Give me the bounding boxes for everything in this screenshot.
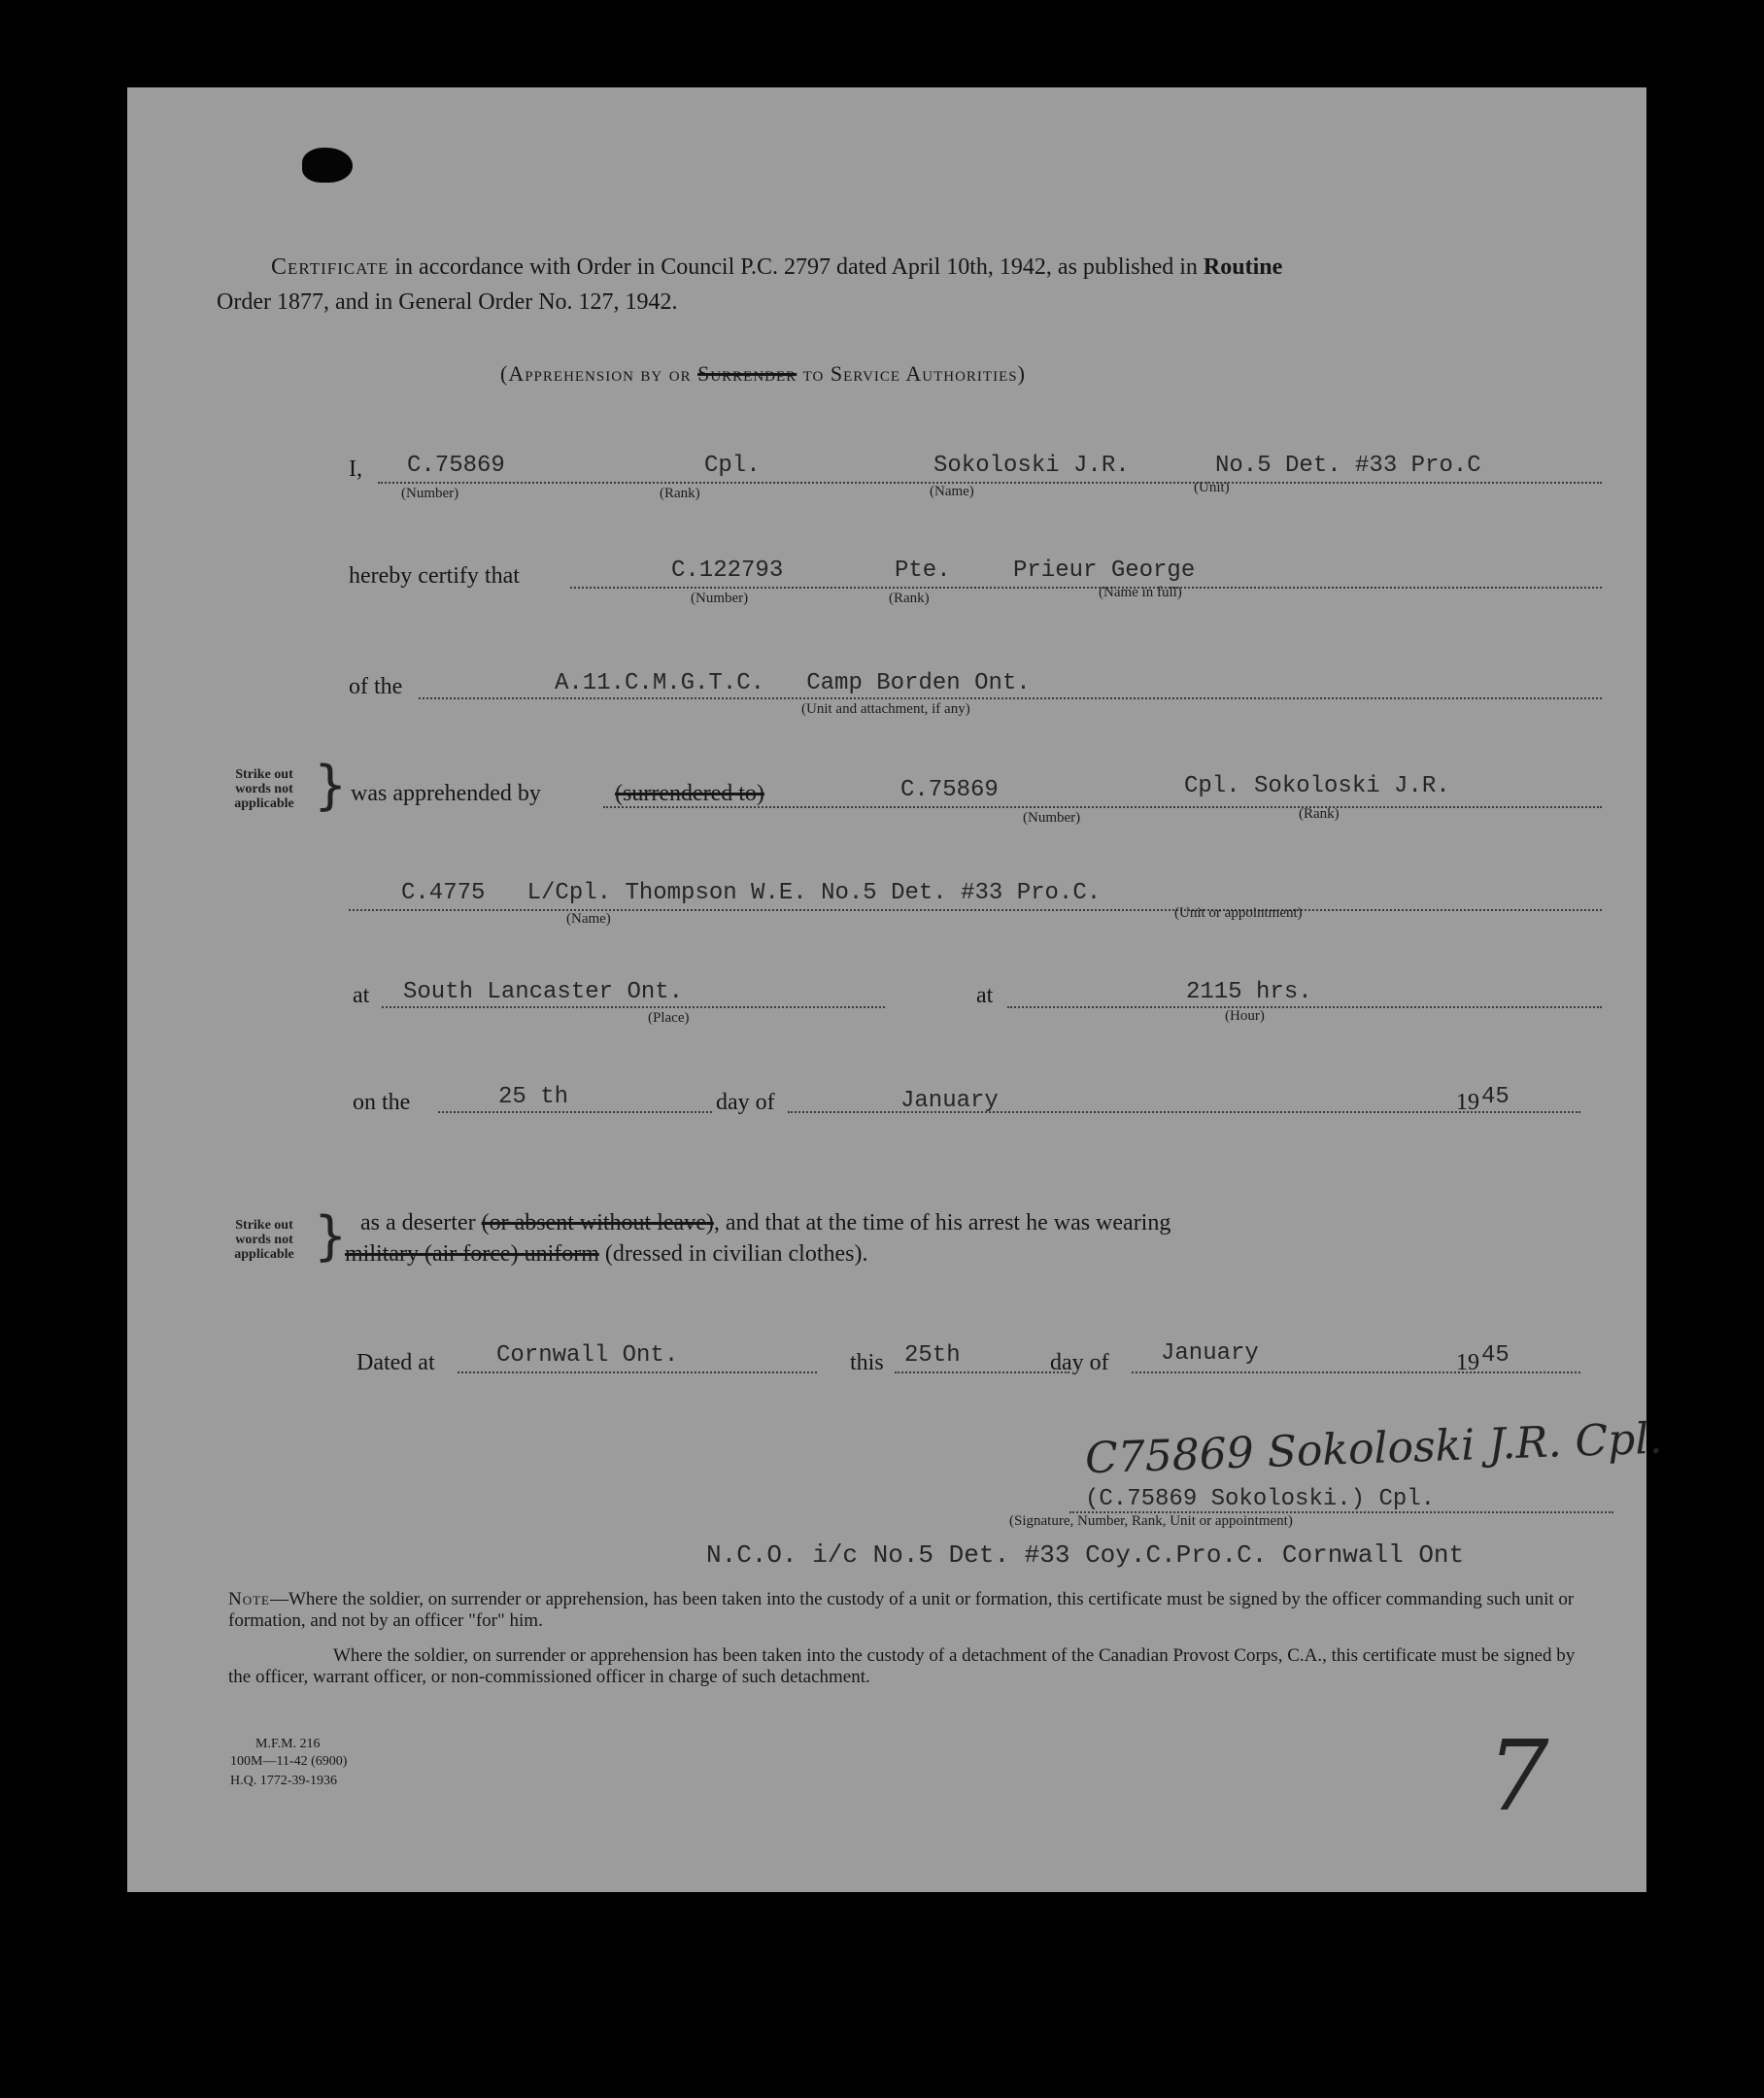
header-line-2: Order 1877, and in General Order No. 127, 1942. bbox=[217, 289, 678, 315]
row-certify-name: Prieur George bbox=[1013, 558, 1196, 584]
row-i-label-rank: (Rank) bbox=[660, 486, 700, 501]
row-deserter-line-1 bbox=[360, 1210, 1170, 1236]
row-at-hour: 2115 hrs. bbox=[1186, 979, 1312, 1005]
row-appr-struck: (surrendered to) bbox=[615, 781, 764, 806]
row-i-unit: No.5 Det. #33 Pro.C bbox=[1215, 453, 1481, 479]
routine-word: Routine bbox=[1203, 254, 1283, 280]
row-on-line-1 bbox=[438, 1111, 712, 1113]
row-name-value: C.4775 L/Cpl. Thompson W.E. No.5 Det. #33 Pro.C. bbox=[401, 880, 1102, 906]
row-i-prefix: I, bbox=[349, 457, 362, 482]
row-on-year: 45 bbox=[1481, 1084, 1510, 1110]
row-i-label-name: (Name) bbox=[930, 484, 974, 499]
row-at-label-place: (Place) bbox=[648, 1010, 690, 1026]
row-appr-prefix: was apprehended by bbox=[351, 781, 541, 806]
row-certify-label-number: (Number) bbox=[691, 591, 749, 606]
row-dated-year-pre: 19 bbox=[1456, 1350, 1479, 1375]
row-certify-line bbox=[570, 587, 1602, 589]
row-certify-label-name: (Name in full) bbox=[1099, 585, 1182, 600]
row-certify-number: C.122793 bbox=[671, 558, 784, 584]
row-deserter-struck-1: (or absent without leave) bbox=[481, 1210, 714, 1235]
row-appr-label-number: (Number) bbox=[1023, 810, 1081, 826]
row-i-rank: Cpl. bbox=[704, 453, 761, 479]
row-name-label-unit: (Unit or appointment) bbox=[1174, 905, 1303, 921]
row-dated-day-of: day of bbox=[1050, 1350, 1109, 1375]
row-of-prefix: of the bbox=[349, 674, 403, 699]
row-dated-line-1 bbox=[458, 1371, 817, 1373]
row-at-label-hour: (Hour) bbox=[1225, 1008, 1265, 1024]
strike-note-2: Strike out words not applicable bbox=[234, 1218, 294, 1262]
row-dated-place: Cornwall Ont. bbox=[496, 1342, 679, 1369]
subtitle-open: (Apprehension by or bbox=[500, 361, 698, 386]
signature-typed: (C.75869 Sokoloski.) Cpl. bbox=[1085, 1486, 1436, 1512]
row-dated-line-3 bbox=[1132, 1371, 1580, 1373]
row-deserter-end: (dressed in civilian clothes). bbox=[598, 1241, 868, 1267]
row-appr-number: C.75869 bbox=[900, 777, 999, 803]
row-certify-prefix: hereby certify that bbox=[349, 563, 520, 589]
row-i-line bbox=[378, 482, 1602, 484]
footer-line-2: 100M—11-42 (6900) bbox=[230, 1754, 348, 1769]
row-i-label-number: (Number) bbox=[401, 486, 459, 501]
row-name-label-name: (Name) bbox=[566, 911, 611, 927]
header-line-1-text: in accordance with Order in Council P.C. 2797 dated April 10th, 1942, as published in bbox=[389, 254, 1204, 280]
page-mark: 7 bbox=[1487, 1719, 1549, 1833]
row-of-line bbox=[419, 697, 1602, 699]
footer-line-1: M.F.M. 216 bbox=[255, 1737, 321, 1751]
signature-label: (Signature, Number, Rank, Unit or appointment) bbox=[1009, 1513, 1293, 1529]
row-i-name: Sokoloski J.R. bbox=[933, 453, 1130, 479]
row-certify-rank: Pte. bbox=[895, 558, 951, 584]
note-para-2: Where the soldier, on surrender or apprehension has been taken into the custody of a detachment of the Canadian Provost Corps, C.A., this certificate must be signed by the officer, warrant officer, or non-commissioned officer in charge of such detachment. bbox=[228, 1645, 1576, 1687]
row-on-prefix: on the bbox=[353, 1090, 411, 1115]
row-i-label-unit: (Unit) bbox=[1194, 480, 1230, 495]
signature-appointment: N.C.O. i/c No.5 Det. #33 Coy.C.Pro.C. Cornwall Ont bbox=[706, 1540, 1465, 1570]
row-i-number: C.75869 bbox=[407, 453, 505, 479]
row-deserter-line-2 bbox=[345, 1241, 867, 1268]
brace-1: } bbox=[314, 755, 348, 816]
row-at-line-1 bbox=[382, 1006, 885, 1008]
subtitle bbox=[500, 361, 1026, 387]
subtitle-close: to Service Authorities) bbox=[797, 361, 1026, 386]
row-of-label: (Unit and attachment, if any) bbox=[801, 701, 970, 717]
row-dated-day: 25th bbox=[904, 1342, 961, 1369]
ink-blot bbox=[302, 148, 353, 183]
row-deserter-rest: , and that at the time of his arrest he was wearing bbox=[713, 1210, 1171, 1235]
certificate-word: Certificate bbox=[271, 254, 390, 280]
row-at-at2: at bbox=[976, 983, 994, 1008]
brace-2: } bbox=[314, 1205, 348, 1267]
note-para-1 bbox=[228, 1589, 1584, 1632]
certificate-sheet bbox=[127, 87, 1664, 1892]
row-dated-year: 45 bbox=[1481, 1342, 1510, 1369]
row-appr-label-rank: (Rank) bbox=[1299, 806, 1340, 822]
row-at-place: South Lancaster Ont. bbox=[403, 979, 684, 1005]
row-dated-line-2 bbox=[895, 1371, 1069, 1373]
row-on-day-of: day of bbox=[716, 1090, 775, 1115]
strike-note-1: Strike out words not applicable bbox=[234, 767, 294, 811]
row-dated-month: January bbox=[1161, 1340, 1259, 1367]
header-line-1 bbox=[271, 254, 1282, 281]
row-deserter-struck-2: military (air force) uniform bbox=[345, 1241, 599, 1267]
subtitle-struck: Surrender bbox=[697, 361, 797, 386]
row-of-unit: A.11.C.M.G.T.C. Camp Borden Ont. bbox=[555, 670, 1031, 696]
row-at-prefix: at bbox=[353, 983, 370, 1008]
row-dated-this: this bbox=[850, 1350, 884, 1375]
note-para-1-text: —Where the soldier, on surrender or apprehension, has been taken into the custody of a unit or formation, this certificate must be signed by the officer commanding such unit or formation, and not by an officer "for" him. bbox=[228, 1589, 1575, 1631]
row-dated-prefix: Dated at bbox=[356, 1350, 435, 1375]
row-on-year-pre: 19 bbox=[1456, 1090, 1479, 1115]
row-on-day: 25 th bbox=[498, 1084, 569, 1110]
row-name-line bbox=[349, 909, 1602, 911]
row-deserter-as-a: as a deserter bbox=[360, 1210, 476, 1235]
signature-handwritten: C75869 Sokoloski J.R. Cpl. bbox=[1084, 1413, 1664, 1484]
row-appr-rank-name: Cpl. Sokoloski J.R. bbox=[1184, 773, 1450, 799]
footer-line-3: H.Q. 1772-39-1936 bbox=[230, 1774, 338, 1788]
row-on-month: January bbox=[900, 1088, 999, 1114]
row-at-line-2 bbox=[1007, 1006, 1602, 1008]
row-certify-label-rank: (Rank) bbox=[889, 591, 930, 606]
note-head: Note bbox=[228, 1589, 270, 1609]
